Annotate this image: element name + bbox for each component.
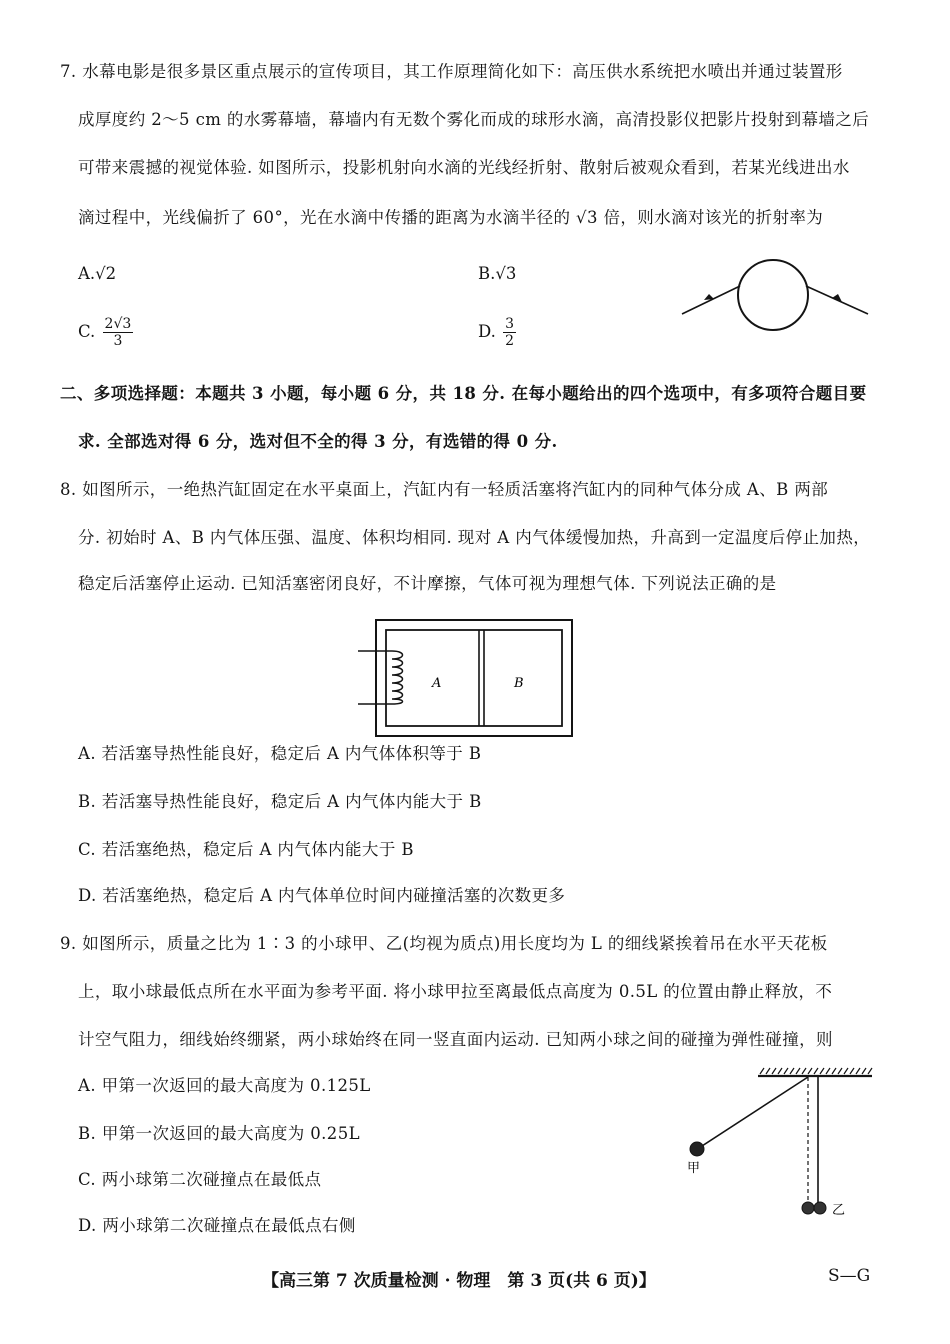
ceiling-hatch bbox=[760, 1068, 872, 1074]
q8-line-1: 8. 如图所示，一绝热汽缸固定在水平桌面上，汽缸内有一轻质活塞将汽缸内的同种气体分成 A、B 两部 bbox=[60, 480, 829, 499]
q7-line-2: 成厚度约 2～5 cm 的水雾幕墙，幕墙内有无数个雾化而成的球形水滴，高清投影仪把影片投射到幕墙之后 bbox=[78, 110, 870, 129]
q9-line-2: 上，取小球最低点所在水平面为参考平面. 将小球甲拉至离最低点高度为 0.5L 的位置由静止释放，不 bbox=[78, 982, 833, 1001]
label-jia: 甲 bbox=[687, 1161, 701, 1176]
option-label: B. bbox=[478, 264, 496, 283]
q8-option-b: B. 若活塞导热性能良好，稳定后 A 内气体内能大于 B bbox=[78, 792, 482, 811]
q9-option-b: B. 甲第一次返回的最大高度为 0.25L bbox=[78, 1124, 360, 1143]
incident-arrow bbox=[704, 294, 714, 300]
label-yi: 乙 bbox=[832, 1203, 846, 1218]
q9-option-c: C. 两小球第二次碰撞点在最低点 bbox=[78, 1170, 322, 1189]
fraction bbox=[103, 316, 134, 349]
q9-option-a: A. 甲第一次返回的最大高度为 0.125L bbox=[78, 1076, 371, 1095]
fraction bbox=[503, 316, 516, 349]
q7-option-a bbox=[78, 262, 116, 286]
fraction-numerator: 3 bbox=[505, 316, 515, 332]
q7-line-1: 7. 水幕电影是很多景区重点展示的宣传项目，其工作原理简化如下：高压供水系统把水喷出并通过装置形 bbox=[60, 62, 843, 81]
fraction-denominator: 3 bbox=[113, 333, 123, 349]
q8-line-2: 分. 初始时 A、B 内气体压强、温度、体积均相同. 现对 A 内气体缓慢加热，升高到一定温度后停止加热， bbox=[78, 528, 871, 547]
q8-option-c: C. 若活塞绝热，稳定后 A 内气体内能大于 B bbox=[78, 840, 414, 859]
q8-option-d: D. 若活塞绝热，稳定后 A 内气体单位时间内碰撞活塞的次数更多 bbox=[78, 886, 566, 905]
section2-line-1: 二、多项选择题：本题共 3 小题，每小题 6 分，共 18 分. 在每小题给出的四个选项中，有多项符合题目要 bbox=[60, 384, 867, 403]
footer-code: S—G bbox=[828, 1266, 871, 1286]
option-label: D. bbox=[478, 322, 496, 341]
option-label: C. bbox=[78, 322, 96, 341]
q9-line-1: 9. 如图所示，质量之比为 1∶3 的小球甲、乙(均视为质点)用长度均为 L 的细线紧挨着吊在水平天花板 bbox=[60, 934, 828, 953]
water-drop-figure bbox=[676, 248, 876, 358]
fraction-numerator: 2√3 bbox=[104, 316, 132, 332]
fraction-denominator: 2 bbox=[505, 333, 515, 349]
option-label: A. bbox=[78, 264, 96, 283]
heating-coil-icon bbox=[392, 651, 403, 704]
cylinder-outer-wall bbox=[376, 620, 572, 736]
option-value: √3 bbox=[495, 264, 517, 283]
q9-option-d: D. 两小球第二次碰撞点在最低点右侧 bbox=[78, 1216, 356, 1235]
ball-yi bbox=[814, 1202, 826, 1214]
cylinder-figure bbox=[356, 614, 578, 744]
cylinder-inner-wall bbox=[386, 630, 562, 726]
section2-line-2: 求. 全部选对得 6 分，选对但不全的得 3 分，有选错的得 0 分. bbox=[78, 432, 558, 451]
ball-jia-bottom bbox=[802, 1202, 814, 1214]
q8-option-a: A. 若活塞导热性能良好，稳定后 A 内气体体积等于 B bbox=[78, 744, 482, 763]
footer-title: 【高三第 7 次质量检测 · 物理 第 3 页(共 6 页)】 bbox=[262, 1271, 656, 1291]
chamber-a-label: A bbox=[432, 676, 442, 691]
q7-line-3: 可带来震撼的视觉体验. 如图所示，投影机射向水滴的光线经折射、散射后被观众看到，若某光线进出水 bbox=[78, 158, 850, 177]
q8-line-3: 稳定后活塞停止运动. 已知活塞密闭良好，不计摩擦，气体可视为理想气体. 下列说法正确的是 bbox=[78, 574, 777, 593]
q7-option-b bbox=[478, 262, 516, 286]
q7-option-c bbox=[78, 316, 133, 349]
q7-line-4: 滴过程中，光线偏折了 60°，光在水滴中传播的距离为水滴半径的 √3 倍，则水滴对该光的折射率为 bbox=[78, 208, 824, 227]
pendulum-figure bbox=[680, 1064, 880, 1224]
chamber-b-label: B bbox=[514, 676, 524, 691]
q9-line-3: 计空气阻力，细线始终绷紧，两小球始终在同一竖直面内运动. 已知两小球之间的碰撞为弹性碰撞，则 bbox=[78, 1030, 833, 1049]
water-drop-circle bbox=[738, 260, 808, 330]
string-jia bbox=[702, 1077, 808, 1146]
ball-jia bbox=[690, 1142, 704, 1156]
q7-option-d bbox=[478, 316, 516, 349]
option-value: √2 bbox=[95, 264, 117, 283]
incident-ray bbox=[682, 286, 740, 314]
